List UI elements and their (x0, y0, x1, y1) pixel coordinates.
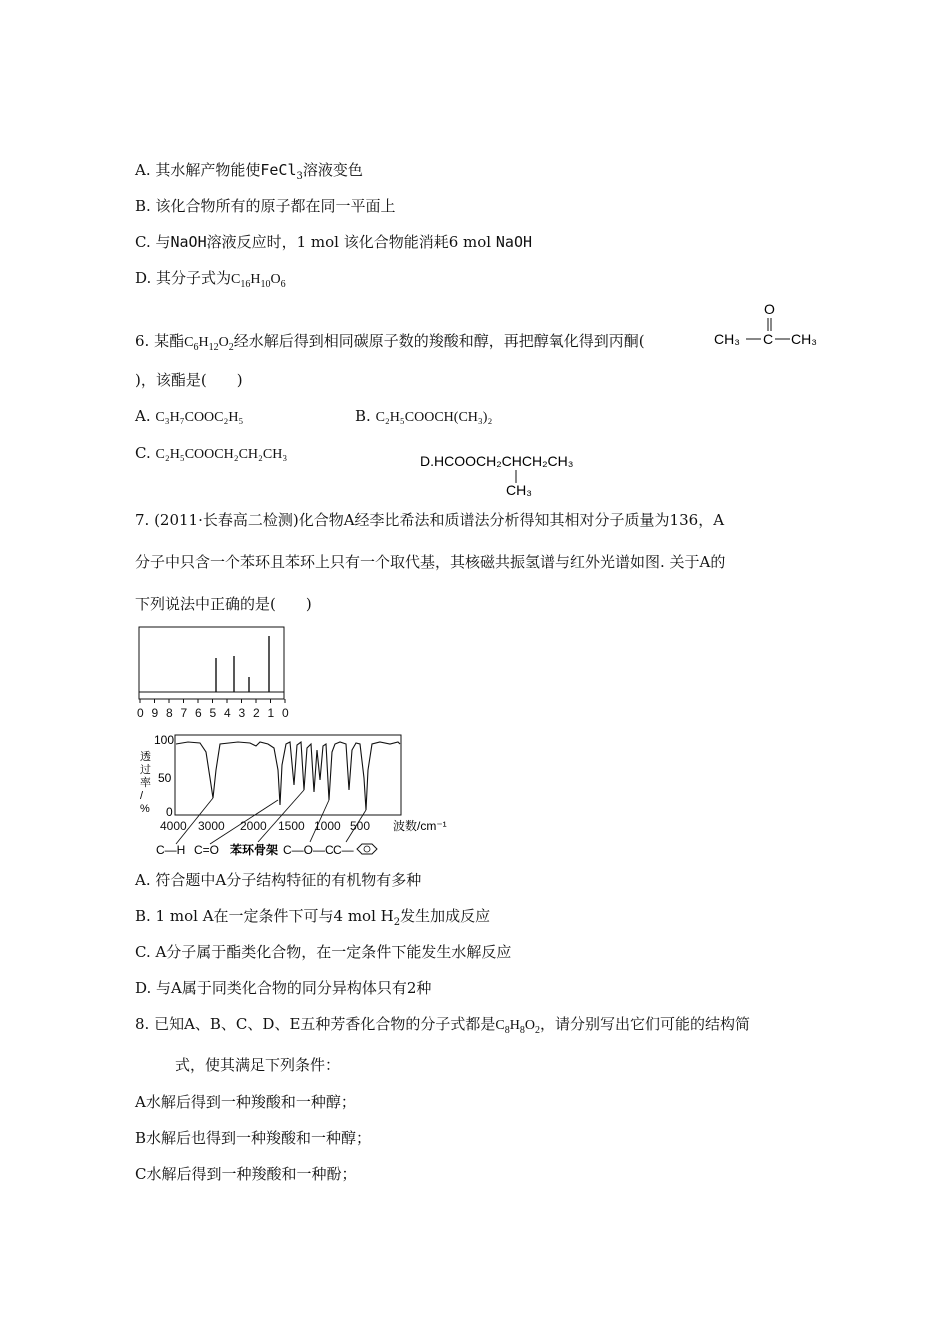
q7-stem-line1: 7. (2011·长春高二检测)化合物A经李比希法和质谱法分析得知其相对分子质量为136，A (135, 511, 725, 529)
nmr-tick-label: 1 (267, 706, 275, 720)
q6-option-c-formula: C₂H₅COOCH₂CH₂CH₃ (155, 447, 288, 462)
ir-xtick-label: 500 (350, 819, 371, 833)
q7-option-c: C. A分子属于酯类化合物，在一定条件下能发生水解反应 (135, 943, 512, 961)
q5-option-d-text: D. 其分子式为 (135, 269, 232, 287)
nmr-tick-label: 4 (224, 706, 231, 720)
q6-stem-start: 6. 某酯 (135, 332, 185, 350)
q7-option-a: A. 符合题中A分子结构特征的有机物有多种 (135, 871, 422, 889)
acetone-oxygen: O (764, 301, 775, 317)
q5-option-c-middle: 溶液反应时，1 mol 该化合物能消耗6 mol (206, 233, 492, 251)
q6-option-d (420, 450, 595, 500)
q7-option-d: D. 与A属于同类化合物的同分异构体只有2种 (135, 979, 432, 997)
q5-option-c-naoh: NaOH (170, 233, 207, 251)
q6-option-a-formula: C₃H₇COOC₂H₅ (155, 410, 244, 425)
ir-annotation-coc: C—O—C (283, 843, 334, 857)
ir-ylabel-3: 率 (140, 777, 151, 789)
ir-ytick-50: 50 (158, 771, 172, 785)
q5-option-d (135, 268, 286, 290)
benzene-ring-circle (364, 846, 370, 852)
ir-ytick-100: 100 (154, 733, 175, 747)
q7-option-b-subscript: 2 (393, 917, 401, 928)
q8-stem-start: 8. 已知A、B、C、D、E五种芳香化合物的分子式都是 (135, 1015, 496, 1033)
ir-annotation-phenyl: C— (333, 843, 354, 857)
nmr-tick-label: 6 (195, 706, 202, 720)
ir-ylabel-1: 透 (140, 751, 151, 763)
nmr-tick-label: 0 (137, 706, 144, 720)
q8-condition-a: A水解后得到一种羧酸和一种醇； (135, 1093, 356, 1111)
nmr-tick-label: 0 (282, 706, 289, 720)
nmr-spectrum (128, 622, 298, 722)
ir-xtick-label: 1500 (278, 819, 305, 833)
ir-ylabel-5: % (140, 803, 150, 815)
nmr-tick-label: 9 (151, 706, 159, 720)
benzene-ring-icon (357, 844, 377, 854)
acetone-carbon: C (763, 331, 774, 347)
ir-annotation-co: C=O (194, 843, 220, 857)
ir-pointer-ring (258, 790, 304, 842)
q5-option-a-subscript: 3 (296, 171, 303, 182)
acetone-ch3-right: CH₃ (791, 331, 817, 347)
q7-option-b-text: B. 1 mol A在一定条件下可与4 mol H (135, 907, 394, 925)
ir-spectrum (128, 730, 448, 858)
q6-stem-line2: )，该酯是( ) (135, 371, 243, 389)
nmr-frame (139, 627, 284, 699)
nmr-tick-label: 7 (180, 706, 188, 720)
nmr-tick-label: 2 (253, 706, 260, 720)
ir-ylabel-2: 过 (140, 764, 151, 776)
q8-condition-b: B水解后也得到一种羧酸和一种醇； (135, 1129, 372, 1147)
q5-option-d-formula: $C_{16}H_{10}O_6$ (231, 272, 286, 290)
q8-stem-line2: 式，使其满足下列条件： (175, 1056, 341, 1074)
q8-stem-end: ，请分别写出它们可能的结构简 (539, 1015, 750, 1033)
ir-xtick-label: 4000 (160, 819, 187, 833)
nmr-tick-label: 5 (209, 706, 217, 720)
nmr-tick-label: 8 (166, 706, 173, 720)
q5-option-b: B. 该化合物所有的原子都在同一平面上 (135, 197, 396, 215)
q5-option-a (135, 160, 363, 180)
ir-curve (176, 742, 400, 810)
q6-ester-formula: $C_6H_{12}O_2$ (184, 335, 234, 353)
q8-formula: $C_8H_8O_2$ (495, 1018, 540, 1036)
ir-xtick-label: 1000 (314, 819, 341, 833)
q7-stem-line3: 下列说法中正确的是( ) (135, 595, 312, 613)
q6-option-d-main: D.HCOOCH₂CHCH₂CH₃ (420, 453, 574, 469)
q6-option-d-branch: CH₃ (506, 482, 532, 498)
q6-option-a: A. C₃H₇COOC₂H₅ (135, 407, 244, 425)
q6-stem (135, 331, 645, 353)
q6-stem-end: 经水解后得到相同碳原子数的羧酸和醇，再把醇氧化得到丙酮( (233, 332, 645, 350)
q6-option-b: B. C₂H₅COOCH(CH₃)₂ (355, 407, 493, 425)
ir-xlabel: 波数/cm⁻¹ (393, 819, 447, 833)
q7-option-b (135, 906, 490, 926)
q5-option-c-text: C. 与 (135, 233, 171, 251)
ir-xtick-label: 2000 (240, 819, 267, 833)
ir-ytick-0: 0 (166, 805, 173, 819)
ir-xtick-label: 3000 (198, 819, 225, 833)
nmr-tick-label: 3 (238, 706, 246, 720)
q6-option-b-formula: C₂H₅COOCH(CH₃)₂ (375, 410, 493, 425)
ir-ylabel-4: / (140, 790, 144, 802)
q5-option-a-text: A. 其水解产物能使 (135, 161, 261, 179)
q5-option-a-text-end: 溶液变色 (302, 161, 363, 179)
q5-option-c (135, 232, 532, 252)
acetone-structure (712, 298, 822, 350)
q7-stem-line2: 分子中只含一个苯环且苯环上只有一个取代基，其核磁共振氢谱与红外光谱如图. 关于A的 (135, 553, 726, 571)
q5-option-a-formula: FeCl (260, 161, 297, 179)
q8-condition-c: C水解后得到一种羧酸和一种酚； (135, 1165, 357, 1183)
acetone-ch3-left: CH₃ (714, 331, 740, 347)
q7-option-b-text-end: 发生加成反应 (400, 907, 491, 925)
q6-option-c: C. C₂H₅COOCH₂CH₂CH₃ (135, 444, 288, 462)
ir-annotation-ring: 苯环骨架 (230, 843, 279, 857)
q8-stem-line1 (135, 1014, 750, 1036)
q5-option-c-naoh-2: NaOH (495, 233, 533, 251)
ir-annotation-ch: C—H (156, 843, 186, 857)
